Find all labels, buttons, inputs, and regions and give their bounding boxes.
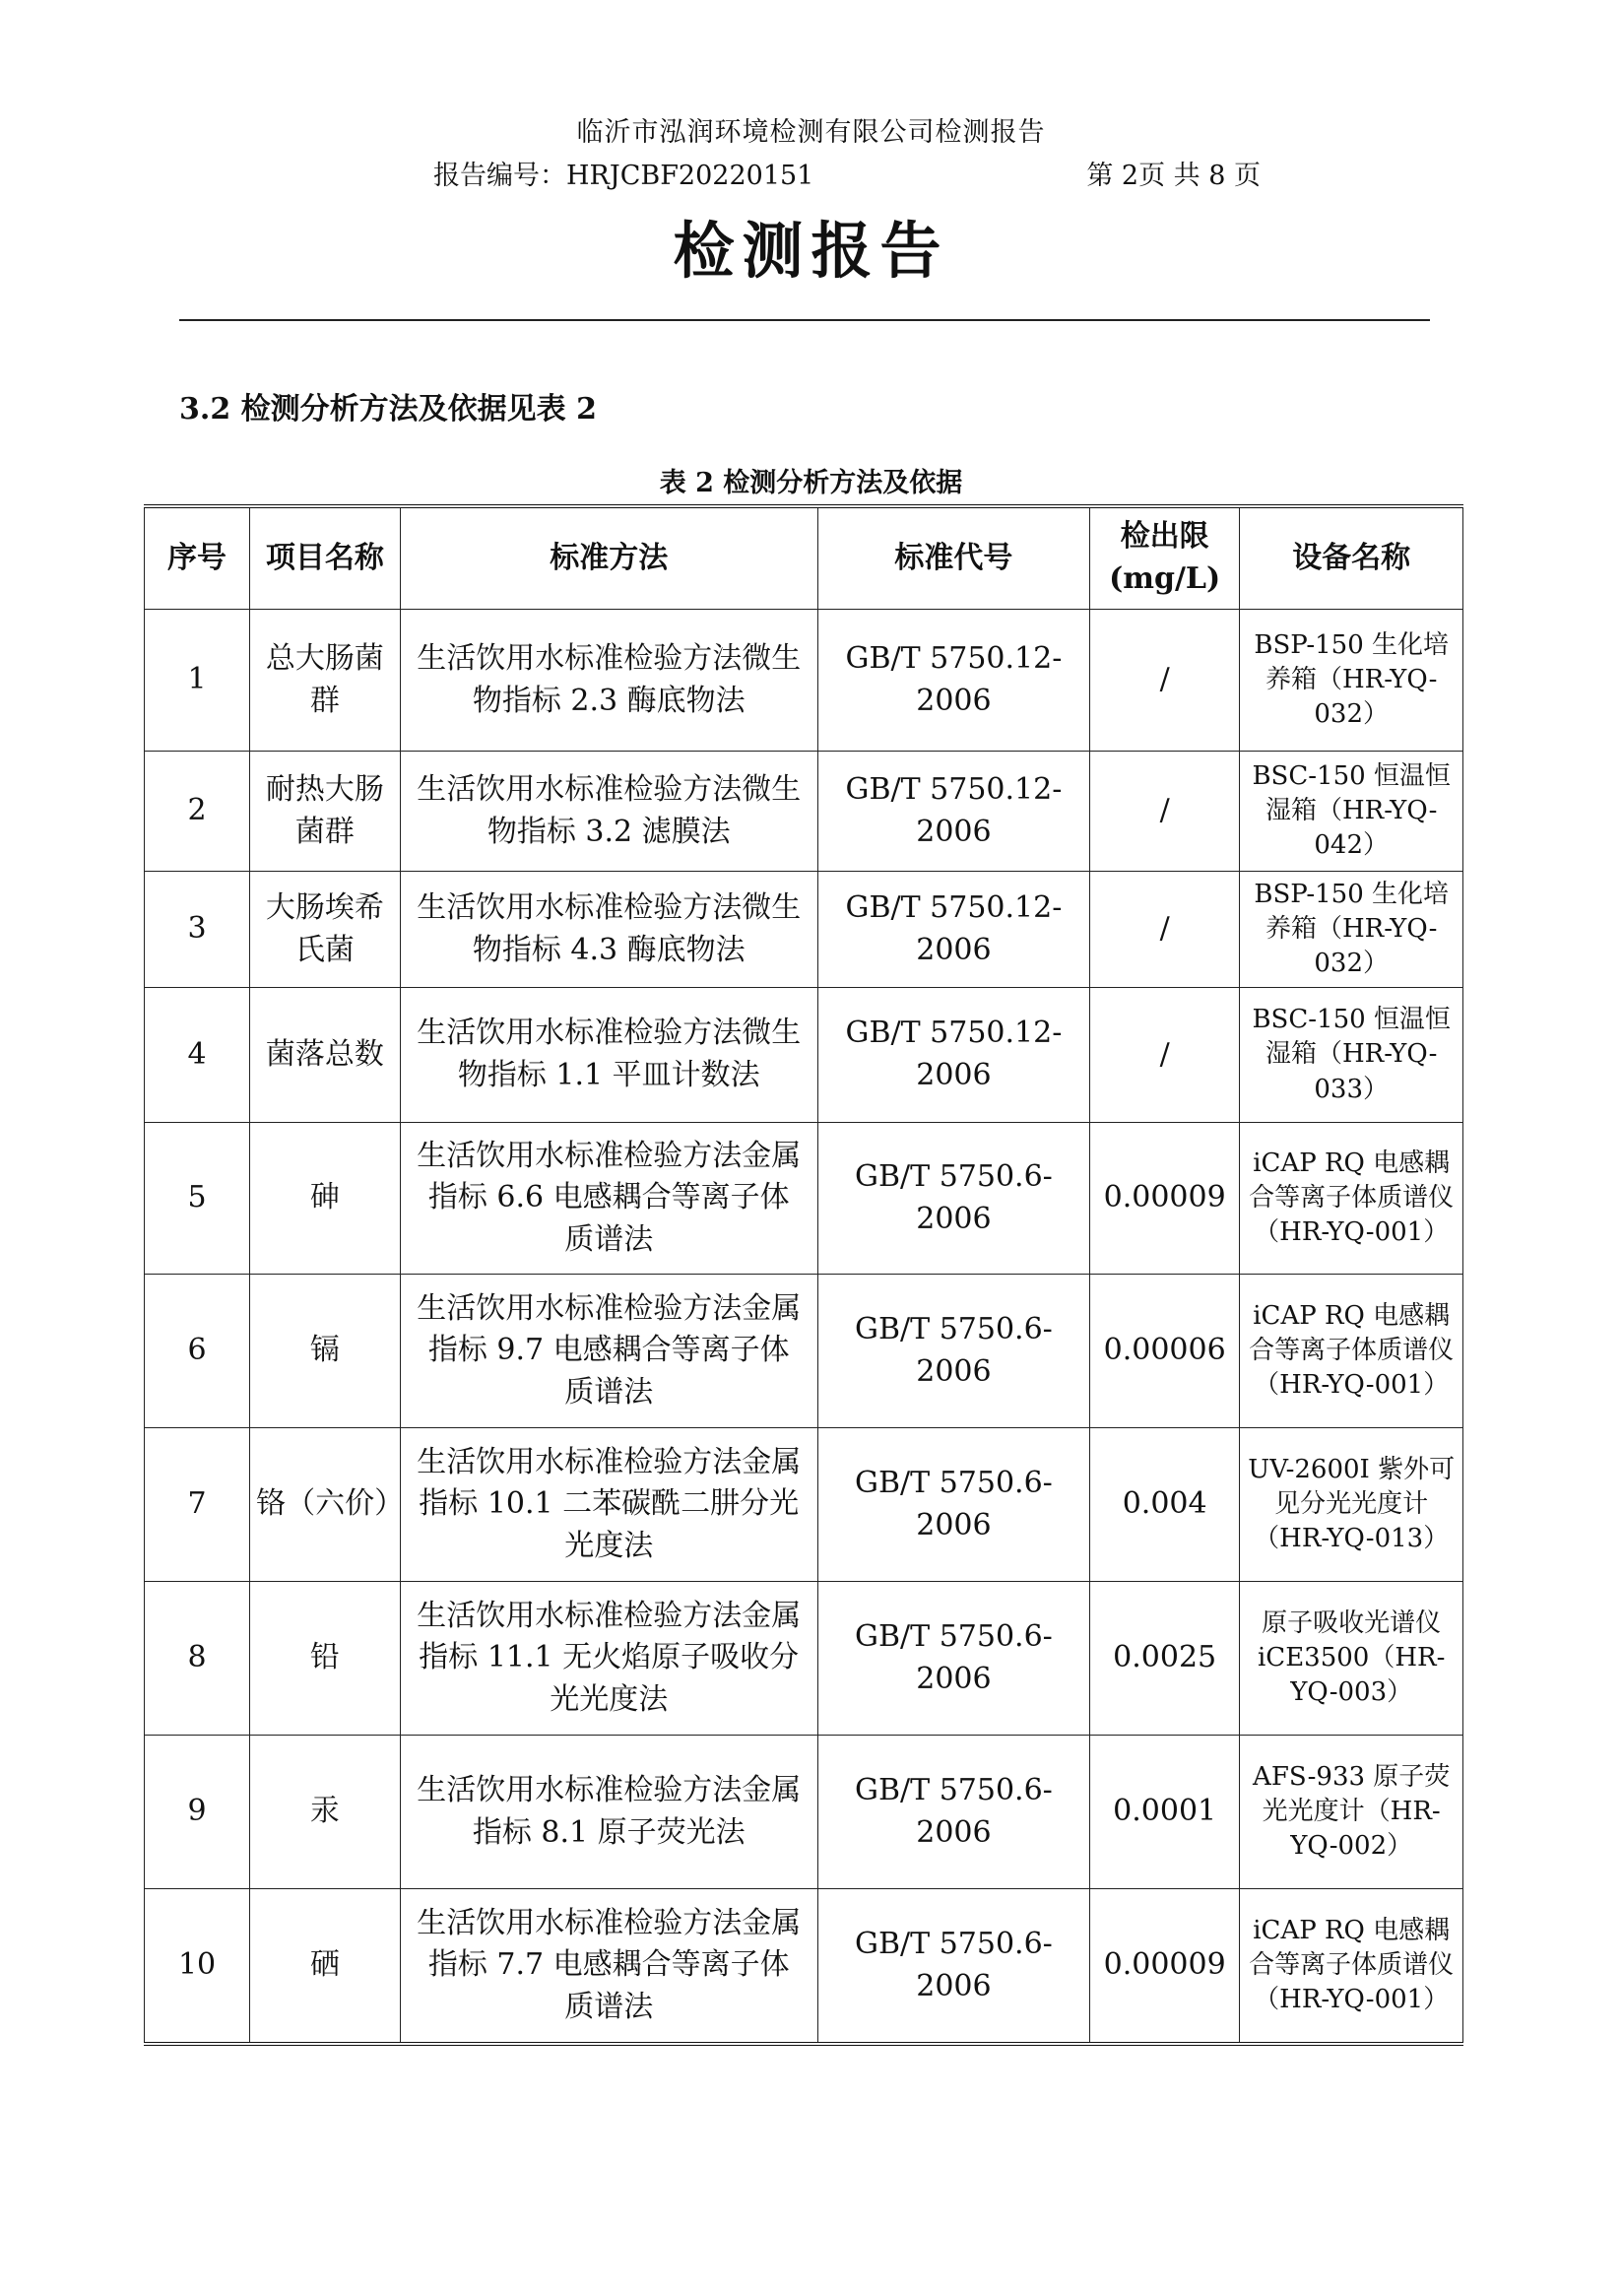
cell-code: GB/T 5750.6-2006 [817,1428,1089,1582]
page-info: 第 2页 共 8 页 [1086,161,1261,191]
cell-limit: 0.00009 [1089,1889,1239,2045]
cell-equipment: BSP-150 生化培养箱（HR-YQ-032） [1240,610,1463,752]
table-row [145,872,1463,988]
cell-seq: 9 [145,1736,250,1889]
table-row [145,752,1463,872]
cell-method: 生活饮用水标准检验方法微生物指标 2.3 酶底物法 [400,610,817,752]
header-item: 项目名称 [250,506,400,610]
cell-seq: 4 [145,988,250,1123]
table-row [145,1582,1463,1736]
cell-method: 生活饮用水标准检验方法微生物指标 1.1 平皿计数法 [400,988,817,1123]
cell-method: 生活饮用水标准检验方法金属指标 6.6 电感耦合等离子体质谱法 [400,1123,817,1275]
cell-limit: 0.0001 [1089,1736,1239,1889]
cell-limit: 0.0025 [1089,1582,1239,1736]
header-limit [1089,506,1239,610]
cell-limit: / [1089,610,1239,752]
cell-item: 菌落总数 [250,988,400,1123]
cell-item: 大肠埃希氏菌 [250,872,400,988]
cell-limit: / [1089,872,1239,988]
cell-equipment: BSC-150 恒温恒湿箱（HR-YQ-042） [1240,752,1463,872]
document-title: 检测报告 [673,215,949,287]
cell-method: 生活饮用水标准检验方法金属指标 8.1 原子荧光法 [400,1736,817,1889]
cell-limit: 0.00006 [1089,1275,1239,1428]
cell-seq: 5 [145,1123,250,1275]
cell-limit: 0.004 [1089,1428,1239,1582]
cell-equipment: UV-2600I 紫外可见分光光度计（HR-YQ-013） [1240,1428,1463,1582]
cell-item: 总大肠菌群 [250,610,400,752]
cell-seq: 2 [145,752,250,872]
cell-item: 汞 [250,1736,400,1889]
table-header-row [145,506,1463,610]
cell-limit: 0.00009 [1089,1123,1239,1275]
report-company-header: 临沂市泓润环境检测有限公司检测报告 [576,117,1046,148]
cell-seq: 1 [145,610,250,752]
cell-seq: 8 [145,1582,250,1736]
cell-limit: / [1089,752,1239,872]
table-row [145,1889,1463,2045]
table-row [145,988,1463,1123]
cell-code: GB/T 5750.6-2006 [817,1889,1089,2045]
table-row [145,1123,1463,1275]
cell-code: GB/T 5750.6-2006 [817,1123,1089,1275]
methods-table [144,504,1463,2046]
cell-seq: 10 [145,1889,250,2045]
cell-item: 镉 [250,1275,400,1428]
section-heading: 3.2 检测分析方法及依据见表 2 [179,392,597,426]
cell-item: 硒 [250,1889,400,2045]
header-limit-label: 检出限 [1120,519,1209,555]
header-limit-unit: (mg/L) [1109,561,1221,596]
cell-equipment: iCAP RQ 电感耦合等离子体质谱仪（HR-YQ-001） [1240,1889,1463,2045]
cell-code: GB/T 5750.12-2006 [817,610,1089,752]
cell-equipment: iCAP RQ 电感耦合等离子体质谱仪（HR-YQ-001） [1240,1275,1463,1428]
header-equipment: 设备名称 [1240,506,1463,610]
title-divider [179,319,1430,321]
cell-code: GB/T 5750.6-2006 [817,1736,1089,1889]
cell-item: 铬（六价） [250,1428,400,1582]
table-row [145,1736,1463,1889]
table-row [145,1428,1463,1582]
report-number: 报告编号：HRJCBF20220151 [433,161,814,191]
header-code: 标准代号 [817,506,1089,610]
cell-method: 生活饮用水标准检验方法金属指标 9.7 电感耦合等离子体质谱法 [400,1275,817,1428]
cell-code: GB/T 5750.6-2006 [817,1275,1089,1428]
table-row [145,1275,1463,1428]
cell-equipment: BSC-150 恒温恒湿箱（HR-YQ-033） [1240,988,1463,1123]
cell-seq: 3 [145,872,250,988]
cell-equipment: 原子吸收光谱仪 iCE3500（HR-YQ-003） [1240,1582,1463,1736]
cell-equipment: iCAP RQ 电感耦合等离子体质谱仪（HR-YQ-001） [1240,1123,1463,1275]
cell-equipment: AFS-933 原子荧光光度计（HR-YQ-002） [1240,1736,1463,1889]
cell-method: 生活饮用水标准检验方法金属指标 11.1 无火焰原子吸收分光光度法 [400,1582,817,1736]
cell-code: GB/T 5750.6-2006 [817,1582,1089,1736]
header-method: 标准方法 [400,506,817,610]
cell-item: 砷 [250,1123,400,1275]
cell-method: 生活饮用水标准检验方法金属指标 7.7 电感耦合等离子体质谱法 [400,1889,817,2045]
cell-method: 生活饮用水标准检验方法金属指标 10.1 二苯碳酰二肼分光光度法 [400,1428,817,1582]
cell-equipment: BSP-150 生化培养箱（HR-YQ-032） [1240,872,1463,988]
table-caption: 表 2 检测分析方法及依据 [659,468,963,498]
cell-method: 生活饮用水标准检验方法微生物指标 4.3 酶底物法 [400,872,817,988]
cell-item: 耐热大肠菌群 [250,752,400,872]
cell-item: 铅 [250,1582,400,1736]
cell-seq: 6 [145,1275,250,1428]
cell-code: GB/T 5750.12-2006 [817,752,1089,872]
cell-limit: / [1089,988,1239,1123]
cell-seq: 7 [145,1428,250,1582]
cell-code: GB/T 5750.12-2006 [817,872,1089,988]
table-row [145,610,1463,752]
header-seq: 序号 [145,506,250,610]
cell-method: 生活饮用水标准检验方法微生物指标 3.2 滤膜法 [400,752,817,872]
cell-code: GB/T 5750.12-2006 [817,988,1089,1123]
